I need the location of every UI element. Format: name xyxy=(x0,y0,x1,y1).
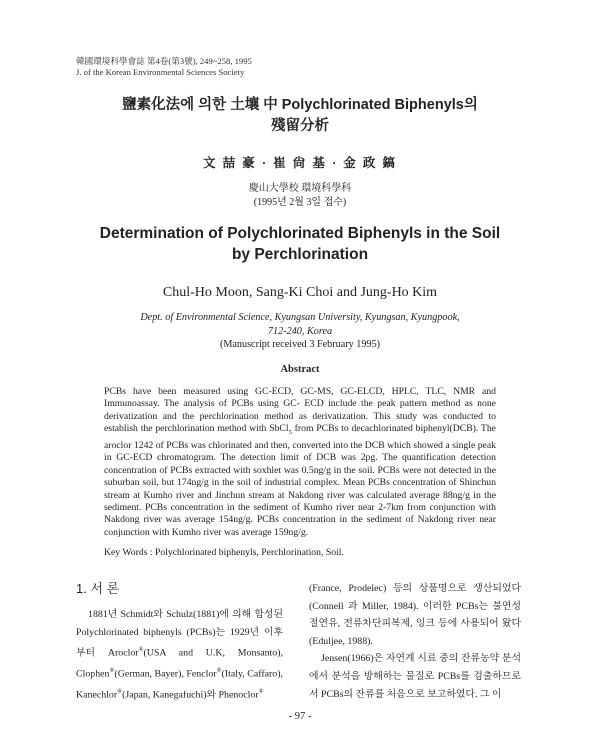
korean-authors: 文 喆 豪 · 崔 尙 基 · 金 政 鎬 xyxy=(202,156,398,170)
registered-mark: ® xyxy=(117,687,123,695)
english-title xyxy=(0,223,600,265)
registered-mark: ® xyxy=(138,646,144,654)
registered-mark: ® xyxy=(109,667,115,675)
keywords: Key Words : Polychlorinated biphenyls, Perchlorination, Soil. xyxy=(104,547,344,558)
registered-mark: ® xyxy=(258,687,264,695)
intro-paragraph-1 xyxy=(76,606,283,704)
english-authors: Chul-Ho Moon, Sang-Ki Choi and Jung-Ho Kim xyxy=(162,285,438,300)
korean-title-line2: 殘留分析 xyxy=(271,118,329,134)
intro-paragraph-2: (France, Prodelec) 등의 상품명으로 생산되었다 (Connell 과 Miller, 1984). 이러한 PCBs는 불연성 절연유, 전류차단피복제, 잉크 등에 사용되어 왔다 (Eduljee, 1988). xyxy=(309,583,521,647)
abstract-subscript: 5 xyxy=(288,429,292,437)
korean-affiliation-dept: 慶山大學校 環境科學科 xyxy=(248,183,352,194)
english-title-line2: by Perchlorination xyxy=(231,246,369,263)
english-affiliation-line2: 712-240, Korea xyxy=(267,325,333,337)
korean-received-date: (1995년 2월 3일 접수) xyxy=(253,197,347,208)
intro-text-d: (Italy, Caffaro), Kanechlor xyxy=(76,668,283,701)
intro-right-column xyxy=(309,580,521,703)
intro-text-c: (German, Bayer), Fenclor xyxy=(114,668,217,680)
korean-title xyxy=(0,95,600,137)
intro-left-column xyxy=(76,580,283,704)
english-affiliation-line1: Dept. of Environmental Science, Kyungsan University, Kyungsan, Kyungpook, xyxy=(140,312,460,323)
abstract-text-part2: from PCBs to decachlorinated biphenyl(DCB). The aroclor 1242 of PCBs was chlorinated and then, converted into the DCB which showed a single peak in GC-ECD chromatogram. The detection limit of DCB was 2pg. The quantification detection concentration of PCBs extracted with soxhlet was 0.5ng/g in the soil. PCBs were not detected in the suburban soil, but 174ng/g in the soil of industrial complex. Mean PCBs concentration of Shinchun stream at Kumho river and Jinchun stream at Nakdong river was calculated average 88ng/g in the sediment. PCBs concentration in the sediment of Kumho river near 2-7km from conjunction with Nakdong river was average 154ng/g. PCBs concentration in the sediment of Nakdong river near conjunction with Kumho river was average 159ng/g. xyxy=(104,423,496,538)
journal-citation xyxy=(76,56,252,78)
page-number: - 97 - xyxy=(288,711,312,722)
journal-citation-english: J. of the Korean Environmental Sciences Society xyxy=(76,67,245,77)
manuscript-received: (Manuscript received 3 February 1995) xyxy=(219,339,381,351)
english-affiliation xyxy=(0,311,600,352)
intro-text-b: (USA and U.K, Monsanto), Clophen xyxy=(76,647,283,680)
registered-mark: ® xyxy=(216,667,222,675)
abstract-heading: Abstract xyxy=(280,364,320,375)
english-title-line1: Determination of Polychlorinated Biphenyls in the Soil xyxy=(99,225,501,242)
korean-affiliation xyxy=(0,182,600,210)
korean-title-line1: 鹽素化法에 의한 土壤 中 Polychlorinated Biphenyls의 xyxy=(122,97,478,113)
section-heading-introduction: 1. 서 론 xyxy=(76,581,120,596)
journal-citation-korean: 韓國環境科學會誌 第4卷(第3號), 249~258, 1995 xyxy=(76,56,252,66)
intro-text-a: 1881년 Schmidt와 Schulz(1881)에 의해 합성된 Polychlorinated biphenyls (PCBs)는 1929년 이후부터 Aroclor xyxy=(76,609,283,659)
intro-paragraph-3: Jensen(1966)은 자연계 시료 중의 잔류농약 분석에서 분석을 방해하는 물질로 PCBs를 검출하므로서 PCBs의 잔류를 처음으로 보고하였다. 그 이 xyxy=(309,653,521,700)
abstract-text-part1: PCBs have been measured using GC-ECD, GC-MS, GC-ELCD, HPLC, TLC, NMR and Immunoassay. The analysis of PCBs using GC- ECD include the peak pattern method as none derivatization and the perchlorination method as derivatization. This study was conducted to establish the perchlorination method with SbCl xyxy=(104,386,496,435)
abstract-body xyxy=(104,386,496,539)
intro-text-e: (Japan, Kanegafuchi)와 Phenoclor xyxy=(122,689,259,701)
